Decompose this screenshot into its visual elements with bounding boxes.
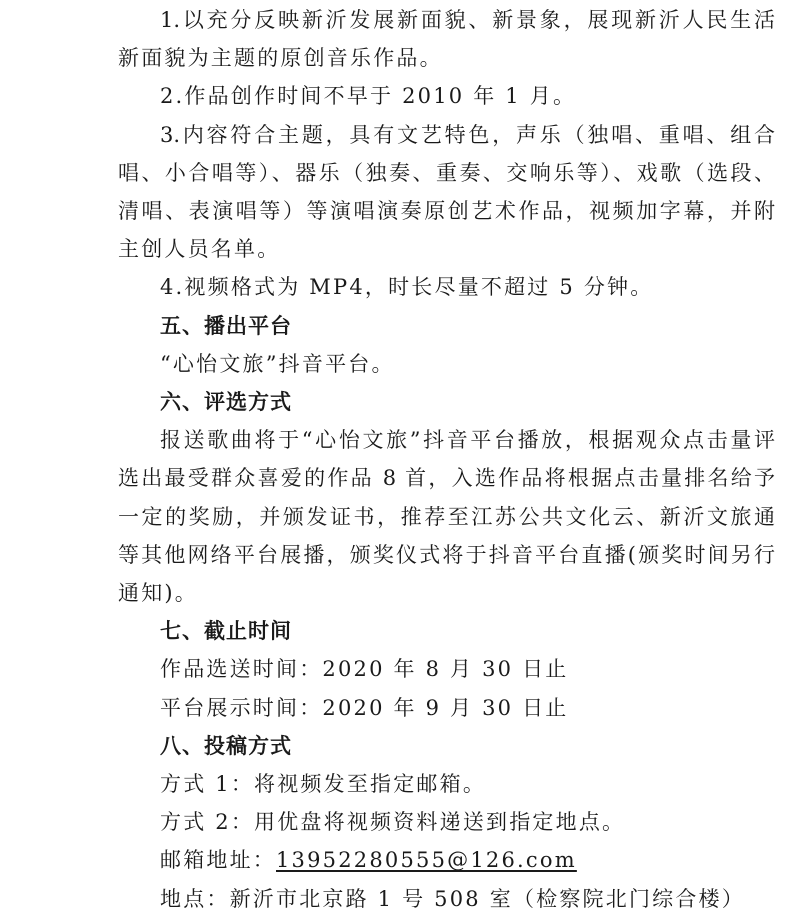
section6-line5: 通知)。 [118,581,198,605]
item3-line2: 唱、小合唱等）、器乐（独奏、重奏、交响乐等）、戏歌（选段、 [118,160,775,185]
section5-body: “心怡文旅”抖音平台。 [160,351,395,376]
item2: 2.作品创作时间不早于 2010 年 1 月。 [160,84,577,109]
section8-line2: 方式 2：用优盘将视频资料递送到指定地点。 [160,810,626,835]
section6-heading: 六、评选方式 [160,390,292,414]
email-link[interactable]: 13952280555@126.com [276,848,577,873]
item3-line4: 主创人员名单。 [118,237,281,262]
section6-line3: 一定的奖励，并颁发证书，推荐至江苏公共文化云、新沂文旅通 [118,504,775,529]
section8-line1: 方式 1：将视频发至指定邮箱。 [160,772,487,796]
section6-line1: 报送歌曲将于“心怡文旅”抖音平台播放，根据观众点击量评 [160,428,775,453]
item4: 4.视频格式为 MP4，时长尽量不超过 5 分钟。 [160,275,654,300]
email-label: 邮箱地址： [160,848,276,873]
item3-line3: 清唱、表演唱等）等演唱演奏原创艺术作品，视频加字幕，并附 [118,199,775,223]
section6-line2: 选出最受群众喜爱的作品 8 首，入选作品将根据点击量排名给予 [118,466,775,491]
section7-line1: 作品选送时间：2020 年 8 月 30 日止 [160,657,569,682]
item3-line1: 3.内容符合主题，具有文艺特色，声乐（独唱、重唱、组合 [160,122,775,147]
section5-heading: 五、播出平台 [160,313,292,338]
email-row [160,846,577,874]
address: 地点：新沂市北京路 1 号 508 室（检察院北门综合楼） [160,886,745,911]
section7-heading: 七、截止时间 [160,619,292,644]
item1-line1: 1.以充分反映新沂发展新面貌、新景象，展现新沂人民生活 [160,8,775,32]
section6-line4: 等其他网络平台展播，颁奖仪式将于抖音平台直播(颁奖时间另行 [118,542,775,567]
item1-line2: 新面貌为主题的原创音乐作品。 [118,46,443,71]
section7-line2: 平台展示时间：2020 年 9 月 30 日止 [160,695,569,720]
section8-heading: 八、投稿方式 [160,733,292,758]
